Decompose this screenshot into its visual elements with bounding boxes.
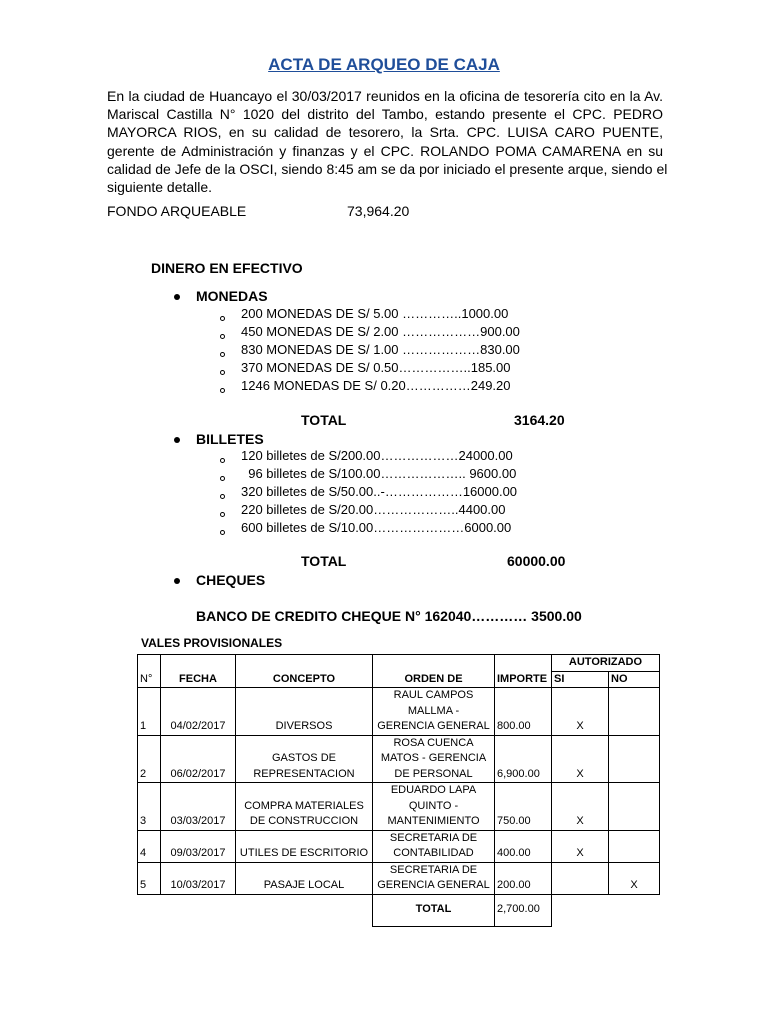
spacer-cell xyxy=(552,894,609,926)
header-si: SI xyxy=(552,671,609,688)
cell-no xyxy=(609,688,660,736)
table-row xyxy=(138,688,660,736)
cell-fecha: 09/03/2017 xyxy=(161,830,236,862)
cell-si xyxy=(552,862,609,894)
billetes-heading: BILLETES xyxy=(196,431,264,447)
vales-total-label: TOTAL xyxy=(373,894,495,926)
circle-bullet-icon xyxy=(220,530,225,535)
circle-bullet-icon xyxy=(220,388,225,393)
cell-orden xyxy=(373,862,495,894)
cell-si: X xyxy=(552,735,609,783)
header-importe: IMPORTE xyxy=(495,655,552,688)
total-row xyxy=(138,894,660,926)
table-header-row-top xyxy=(138,655,660,672)
vales-table xyxy=(137,654,660,927)
vales-heading: VALES PROVISIONALES xyxy=(141,636,283,650)
orden-line: GERENCIA GENERAL xyxy=(377,720,490,732)
vales-total-value: 2,700.00 xyxy=(495,894,552,926)
cell-importe: 800.00 xyxy=(495,688,552,736)
billetes-total-label: TOTAL xyxy=(301,553,347,569)
cell-importe: 750.00 xyxy=(495,783,552,831)
cell-n: 3 xyxy=(138,783,161,831)
table-row xyxy=(138,735,660,783)
cell-concepto xyxy=(236,830,373,862)
orden-line: QUINTO - xyxy=(408,799,459,812)
circle-bullet-icon xyxy=(220,370,225,375)
billete-item: 600 billetes de S/10.00…………………6000.00 xyxy=(241,520,512,535)
cell-no xyxy=(609,830,660,862)
circle-bullet-icon xyxy=(220,316,225,321)
billetes-total-value: 60000.00 xyxy=(507,553,566,569)
orden-line: EDUARDO LAPA xyxy=(390,784,477,796)
monedas-total-value: 3164.20 xyxy=(514,412,565,428)
moneda-item: 370 MONEDAS DE S/ 0.50……………..185.00 xyxy=(241,360,511,375)
cell-concepto xyxy=(236,783,373,831)
concepto-line: DIVERSOS xyxy=(275,720,333,732)
table-row xyxy=(138,862,660,894)
header-autorizado: AUTORIZADO xyxy=(552,655,660,672)
cell-si: X xyxy=(552,688,609,736)
circle-bullet-icon xyxy=(220,352,225,357)
header-n: N° xyxy=(138,655,161,688)
bullet-icon xyxy=(174,437,180,443)
billete-item: 320 billetes de S/50.00..-………………16000.00 xyxy=(241,484,518,499)
cell-fecha: 03/03/2017 xyxy=(161,783,236,831)
intro-paragraph xyxy=(107,87,668,196)
cell-concepto xyxy=(236,735,373,783)
bullet-icon xyxy=(174,578,180,584)
concepto-line: COMPRA MATERIALES xyxy=(244,799,364,812)
orden-line: RAUL CAMPOS xyxy=(393,689,474,701)
intro-line: MAYORCA RIOS, en su calidad de tesorero, la Srta. CPC. LUISA CARO PUENTE, xyxy=(107,124,663,141)
header-fecha: FECHA xyxy=(161,655,236,688)
circle-bullet-icon xyxy=(220,494,225,499)
document-title: ACTA DE ARQUEO DE CAJA xyxy=(268,55,500,74)
monedas-heading: MONEDAS xyxy=(196,288,268,304)
circle-bullet-icon xyxy=(220,458,225,463)
billete-item: 120 billetes de S/200.00………………24000.00 xyxy=(241,448,513,463)
cell-orden xyxy=(373,735,495,783)
header-orden: ORDEN DE xyxy=(373,655,495,688)
intro-line: siguiente detalle. xyxy=(107,179,213,196)
cell-no xyxy=(609,735,660,783)
concepto-line: DE CONSTRUCCION xyxy=(249,815,359,827)
cheque-line: BANCO DE CREDITO CHEQUE N° 162040………… 3500.00 xyxy=(196,608,582,624)
cell-orden xyxy=(373,688,495,736)
concepto-line: GASTOS DE xyxy=(272,752,336,764)
moneda-item: 1246 MONEDAS DE S/ 0.20……………249.20 xyxy=(241,378,511,393)
concepto-line: UTILES DE ESCRITORIO xyxy=(239,847,369,859)
monedas-total-label: TOTAL xyxy=(301,412,347,428)
orden-line: CONTABILIDAD xyxy=(393,847,474,859)
cell-importe: 6,900.00 xyxy=(495,735,552,783)
orden-line: SECRETARIA DE xyxy=(389,863,478,876)
orden-line: MALLMA - xyxy=(407,704,460,717)
spacer-cell xyxy=(138,894,161,926)
orden-line: SECRETARIA DE xyxy=(389,831,478,844)
intro-line: En la ciudad de Huancayo el 30/03/2017 reunidos en la oficina de tesorería cito en la Av. xyxy=(107,88,663,104)
moneda-item: 200 MONEDAS DE S/ 5.00 …………..1000.00 xyxy=(241,306,509,321)
spacer-cell xyxy=(161,894,236,926)
cell-n: 4 xyxy=(138,830,161,862)
cheques-heading: CHEQUES xyxy=(196,572,266,588)
cell-si: X xyxy=(552,783,609,831)
billete-item: 96 billetes de S/100.00……………….. 9600.00 xyxy=(241,466,517,481)
fondo-value: 73,964.20 xyxy=(347,203,410,219)
efectivo-heading: DINERO EN EFECTIVO xyxy=(151,260,303,276)
concepto-line: REPRESENTACION xyxy=(253,767,355,780)
cell-fecha: 04/02/2017 xyxy=(161,688,236,736)
intro-line: gerente de Administración y finanzas y el CPC. ROLANDO POMA CAMARENA en su xyxy=(107,142,663,159)
spacer-cell xyxy=(609,894,660,926)
header-no: NO xyxy=(609,671,660,688)
orden-line: GERENCIA GENERAL xyxy=(377,879,490,891)
table-row xyxy=(138,830,660,862)
circle-bullet-icon xyxy=(220,476,225,481)
cell-no xyxy=(609,783,660,831)
orden-line: ROSA CUENCA xyxy=(393,736,474,749)
billete-item: 220 billetes de S/20.00………………..4400.00 xyxy=(241,502,506,517)
header-concepto: CONCEPTO xyxy=(236,655,373,688)
cell-importe: 400.00 xyxy=(495,830,552,862)
cell-n: 2 xyxy=(138,735,161,783)
cell-n: 1 xyxy=(138,688,161,736)
cell-si: X xyxy=(552,830,609,862)
moneda-item: 450 MONEDAS DE S/ 2.00 ………………900.00 xyxy=(241,324,520,339)
fondo-label: FONDO ARQUEABLE xyxy=(107,203,247,219)
intro-line: calidad de Jefe de la OSCI, siendo 8:45 am se da por iniciado el presente arque, siendo el xyxy=(107,160,668,177)
table-row xyxy=(138,783,660,831)
bullet-icon xyxy=(174,294,180,300)
circle-bullet-icon xyxy=(220,334,225,339)
cell-n: 5 xyxy=(138,862,161,894)
orden-line: MANTENIMIENTO xyxy=(387,815,480,827)
cell-importe: 200.00 xyxy=(495,862,552,894)
circle-bullet-icon xyxy=(220,512,225,517)
cell-concepto xyxy=(236,862,373,894)
orden-line: DE PERSONAL xyxy=(394,767,473,780)
cell-orden xyxy=(373,783,495,831)
moneda-item: 830 MONEDAS DE S/ 1.00 ………………830.00 xyxy=(241,342,520,357)
spacer-cell xyxy=(236,894,373,926)
cell-fecha: 06/02/2017 xyxy=(161,735,236,783)
cell-orden xyxy=(373,830,495,862)
intro-line: Mariscal Castilla N° 1020 del distrito del Tambo, estando presente el CPC. PEDRO xyxy=(107,106,663,123)
orden-line: MATOS - GERENCIA xyxy=(380,752,487,764)
cell-concepto xyxy=(236,688,373,736)
cell-fecha: 10/03/2017 xyxy=(161,862,236,894)
concepto-line: PASAJE LOCAL xyxy=(263,879,345,891)
cell-no: X xyxy=(609,862,660,894)
